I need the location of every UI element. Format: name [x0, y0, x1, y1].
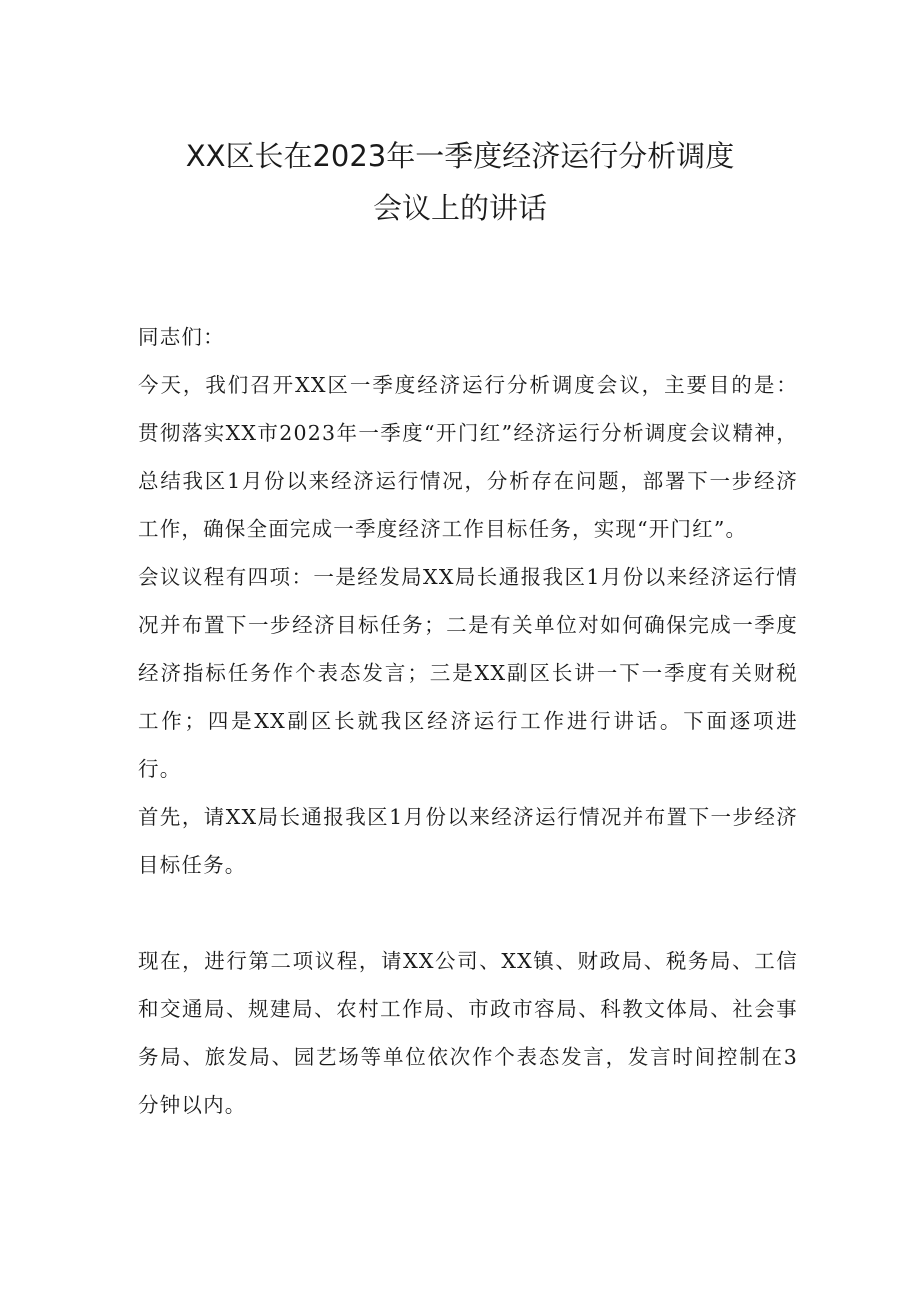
- paragraph-second-item: 现在，进行第二项议程，请XX公司、XX镇、财政局、税务局、工信和交通局、规建局、农村工作局、市政市容局、科教文体局、社会事务局、旅发局、园艺场等单位依次作个表态发言，发言时间控制在3分钟以内。: [138, 949, 798, 1117]
- title-line-2: 会议上的讲话: [372, 191, 547, 225]
- document-body: [138, 313, 798, 1129]
- salutation: 同志们：: [138, 325, 225, 349]
- paragraph-agenda: 会议议程有四项：一是经发局XX局长通报我区1月份以来经济运行情况并布置下一步经济目标任务；二是有关单位对如何确保完成一季度经济指标任务作个表态发言；三是XX副区长讲一下一季度有关财税工作；四是XX副区长就我区经济运行工作进行讲话。下面逐项进行。: [138, 565, 798, 781]
- paragraph-spacer: [138, 889, 798, 937]
- paragraph-first-item: 首先，请XX局长通报我区1月份以来经济运行情况并布置下一步经济目标任务。: [138, 805, 798, 877]
- document-title: [0, 130, 920, 234]
- title-line-1: XX区长在2023年一季度经济运行分析调度: [185, 139, 735, 173]
- paragraph-opening: 今天，我们召开XX区一季度经济运行分析调度会议，主要目的是：贯彻落实XX市2023年一季度“开门红”经济运行分析调度会议精神，总结我区1月份以来经济运行情况，分析存在问题，部署下一步经济工作，确保全面完成一季度经济工作目标任务，实现“开门红”。: [138, 373, 798, 541]
